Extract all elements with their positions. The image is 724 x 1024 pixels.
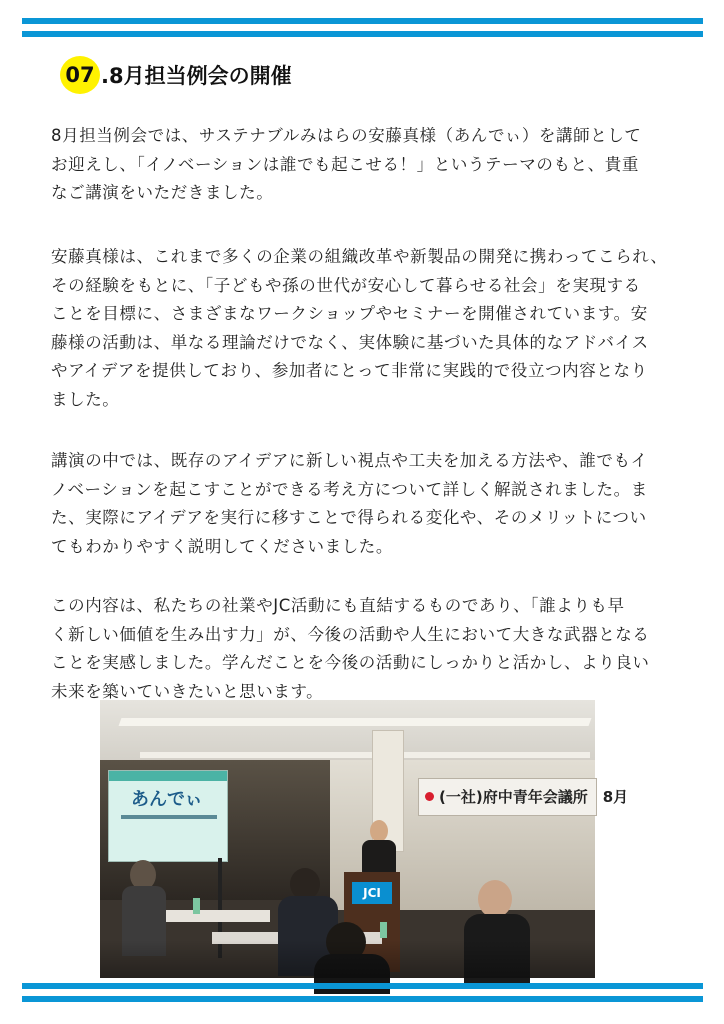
photo-foreground-shadow	[100, 940, 595, 978]
slide-text-line	[121, 815, 217, 819]
speaker-head	[370, 820, 388, 842]
paragraph-line: ノベーションを起こすことができる考え方について詳しく解説されました。ま	[51, 479, 648, 499]
water-bottle	[193, 898, 200, 914]
paragraph-line: く新しい価値を生み出す力」が、今後の活動や人生において大きな武器となる	[51, 624, 650, 644]
paragraph-line: 未来を築いていきたいと思います。	[51, 681, 324, 701]
jci-logo: JCI	[352, 882, 392, 904]
flag-dot-icon	[425, 792, 434, 801]
section-number-badge: 07	[60, 56, 100, 94]
event-banner	[418, 778, 629, 816]
paragraph-line: なご講演をいただきました。	[51, 183, 274, 202]
audience-table	[160, 910, 270, 922]
slide-heading: あんでぃ	[131, 789, 203, 810]
paragraph-line: 安藤真様は、これまで多くの企業の組織改革や新製品の開発に携わってこられ、	[51, 247, 668, 266]
paragraph-line: ことを目標に、さまざまなワークショップやセミナーを開催されています。安	[51, 304, 648, 323]
top-rule-1	[22, 18, 703, 24]
paragraph-line: この内容は、私たちの社業やJC活動にも直結するものであり、「誰よりも早	[51, 596, 625, 615]
paragraph-line: た、実際にアイデアを実行に移すことで得られる変化や、そのメリットについ	[51, 508, 647, 527]
paragraph-line: 講演の中では、既存のアイデアに新しい視点や工夫を加える方法や、誰でもイ	[51, 451, 648, 470]
paragraph-1	[51, 122, 711, 208]
paragraph-line: やアイデアを提供しており、参加者にとって非常に実践的で役立つ内容となり	[51, 361, 648, 380]
paragraph-line: てもわかりやすく説明してくださいました。	[51, 536, 393, 556]
paragraph-3	[51, 447, 711, 561]
attendee-head	[478, 880, 512, 918]
ceiling-light	[119, 718, 592, 726]
paragraph-line: 藤様の活動は、単なる理論だけでなく、実体験に基づいた具体的なアドバイス	[51, 332, 649, 352]
water-bottle	[380, 922, 387, 938]
projection-screen	[108, 770, 228, 862]
paragraph-line: ことを実感しました。学んだことを今後の活動にしっかりと活かし、より良い	[51, 653, 650, 672]
seminar-photo	[100, 700, 629, 978]
section-title	[60, 56, 292, 94]
paragraph-line: お迎えし、「イノベーションは誰でも起こせる！」というテーマのもと、貴重	[51, 154, 639, 174]
ceiling-light	[140, 752, 590, 758]
slide-header-bar	[109, 771, 227, 781]
paragraph-line: ました。	[51, 389, 120, 409]
top-rule-2	[22, 31, 703, 37]
banner-text: (一社)府中青年会議所 8月	[439, 788, 629, 806]
bottom-rule-1	[22, 983, 703, 989]
paragraph-line: その経験をもとに、「子どもや孫の世代が安心して暮らせる社会」を実現する	[51, 275, 641, 295]
bottom-rule-2	[22, 996, 703, 1002]
paragraph-2	[51, 243, 711, 414]
paragraph-4	[51, 592, 711, 706]
section-title-text: .8月担当例会の開催	[101, 64, 292, 88]
paragraph-line: 8月担当例会では、サステナブルみはらの安藤真様（あんでぃ）を講師として	[51, 126, 642, 145]
